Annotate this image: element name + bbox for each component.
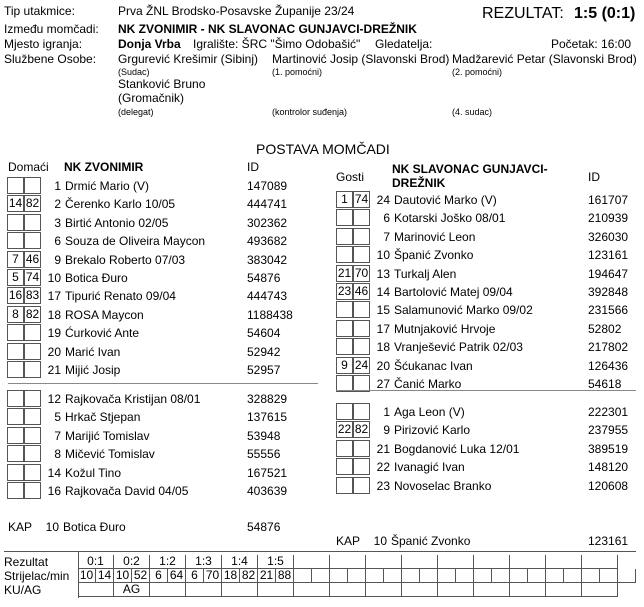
player-number: 18 bbox=[376, 340, 390, 355]
player-name: Čanić Marko bbox=[394, 377, 462, 391]
sub-out-minute-box: 46 bbox=[25, 251, 40, 266]
label-match-type: Tip utakmice: bbox=[4, 4, 75, 18]
delegate-place: (Gromačnik) bbox=[118, 91, 185, 105]
sub-in-minute-box bbox=[7, 177, 24, 194]
player-name: Španić Zvonko bbox=[394, 248, 474, 263]
sub-in-minute-box bbox=[7, 390, 24, 407]
home-captain-id: 54876 bbox=[247, 520, 281, 534]
player-id: 53948 bbox=[247, 428, 281, 443]
empty-ku-ag-cell bbox=[546, 583, 582, 597]
empty-scorer-cell bbox=[438, 569, 456, 583]
player-number: 27 bbox=[376, 377, 390, 391]
home-captain-number: 10 bbox=[45, 520, 59, 534]
sub-out-minute-box: 83 bbox=[25, 288, 40, 303]
score-cell: 0:2 bbox=[114, 555, 150, 569]
sub-in-minute-box bbox=[336, 209, 353, 226]
assistant2-role: (2. pomoćni) bbox=[452, 67, 503, 77]
empty-score-cell bbox=[294, 555, 330, 569]
empty-ku-ag-cell bbox=[474, 583, 510, 597]
player-number: 10 bbox=[376, 248, 390, 263]
player-name: ROSA Maycon bbox=[65, 307, 144, 322]
ku-ag-cell bbox=[150, 583, 186, 597]
sub-out-minute-box bbox=[24, 464, 41, 481]
empty-scorer-cell bbox=[510, 569, 528, 583]
empty-scorer-cell bbox=[492, 569, 510, 583]
player-id: 148120 bbox=[588, 460, 629, 475]
sub-out-minute-box: 82 bbox=[25, 306, 40, 321]
scorer-cell: 18 bbox=[222, 569, 240, 583]
player-name: Birtić Antonio 02/05 bbox=[65, 215, 169, 230]
ku-ag-cell bbox=[258, 583, 294, 597]
sub-out-minute-box bbox=[353, 338, 370, 355]
sub-out-minute-box: 82 bbox=[354, 422, 369, 437]
player-number: 22 bbox=[376, 460, 390, 475]
sub-in-minute-box bbox=[336, 403, 353, 420]
player-name: Mijić Josip bbox=[65, 363, 121, 377]
empty-scorer-cell bbox=[366, 569, 384, 583]
player-id: 444741 bbox=[247, 197, 288, 212]
empty-scorer-cell bbox=[312, 569, 330, 583]
empty-score-cell bbox=[366, 555, 402, 569]
player-number: 5 bbox=[54, 410, 61, 425]
sub-in-minute-box bbox=[336, 301, 353, 318]
control-role: (kontrolor suđenja) bbox=[272, 107, 348, 117]
player-name: Turkalj Alen bbox=[394, 266, 457, 281]
player-id: 123161 bbox=[588, 248, 629, 263]
player-number: 7 bbox=[54, 428, 61, 443]
player-name: Brekalo Roberto 07/03 bbox=[65, 252, 186, 267]
player-id: 328829 bbox=[247, 392, 288, 406]
sub-in-minute-box: 5 bbox=[7, 269, 24, 286]
score-row-result-label: Rezultat bbox=[4, 555, 49, 569]
away-divider bbox=[336, 390, 636, 391]
player-id: 55556 bbox=[247, 447, 281, 462]
minute-cell: 82 bbox=[240, 569, 258, 583]
empty-score-cell bbox=[546, 555, 582, 569]
empty-scorer-cell bbox=[456, 569, 474, 583]
sub-in-minute-box bbox=[336, 477, 353, 494]
sub-in-minute-box: 23 bbox=[337, 284, 352, 298]
player-number: 15 bbox=[376, 303, 390, 318]
player-number: 13 bbox=[376, 266, 390, 281]
minute-cell: 64 bbox=[168, 569, 186, 583]
player-name: Pirizović Karlo bbox=[394, 423, 471, 438]
player-number: 6 bbox=[383, 211, 390, 226]
empty-ku-ag-cell bbox=[330, 583, 366, 597]
empty-score-cell bbox=[582, 555, 618, 569]
player-number: 21 bbox=[376, 441, 390, 456]
player-id: 389519 bbox=[588, 441, 629, 456]
player-number: 10 bbox=[47, 271, 61, 285]
home-captain-name: Botica Đuro bbox=[63, 520, 126, 534]
sub-out-minute-box: 46 bbox=[354, 284, 369, 298]
score-cell: 1:5 bbox=[258, 555, 294, 569]
player-name: Dautović Marko (V) bbox=[394, 193, 497, 207]
score-cell: 1:2 bbox=[150, 555, 186, 569]
minute-cell: 70 bbox=[204, 569, 222, 583]
player-name: Aga Leon (V) bbox=[394, 405, 465, 419]
sub-in-minute-box bbox=[336, 246, 353, 263]
away-captain-id: 123161 bbox=[588, 534, 629, 548]
empty-scorer-cell bbox=[600, 569, 618, 583]
player-id: 237955 bbox=[588, 423, 629, 438]
away-captain-label: KAP bbox=[336, 534, 361, 548]
sub-in-minute-box bbox=[7, 361, 24, 378]
sub-in-minute-box: 16 bbox=[8, 288, 23, 303]
sub-out-minute-box bbox=[353, 440, 370, 457]
ku-ag-cell: AG bbox=[114, 583, 150, 597]
sub-in-minute-box bbox=[336, 320, 353, 337]
empty-scorer-cell bbox=[546, 569, 564, 583]
sub-out-minute-box bbox=[24, 324, 41, 341]
player-name: Rajkovača Kristijan 08/01 bbox=[65, 392, 201, 406]
player-name: Marić Ivan bbox=[65, 344, 121, 359]
home-captain-label: KAP bbox=[8, 520, 33, 534]
sub-in-minute-box bbox=[7, 324, 24, 341]
sub-in-minute-box bbox=[336, 458, 353, 475]
sub-out-minute-box bbox=[353, 209, 370, 226]
player-id: 302362 bbox=[247, 215, 288, 230]
player-id: 120608 bbox=[588, 478, 629, 493]
spectators-label: Gledatelja: bbox=[375, 37, 433, 51]
away-team-name-line1: NK SLAVONAC GUNJAVCI- bbox=[392, 162, 548, 176]
score-cell: 1:3 bbox=[186, 555, 222, 569]
player-number: 3 bbox=[54, 215, 61, 230]
empty-scorer-cell bbox=[330, 569, 348, 583]
sub-in-minute-box bbox=[7, 343, 24, 360]
label-officials: Službene Osobe: bbox=[4, 52, 97, 66]
player-number: 24 bbox=[376, 193, 390, 207]
sub-in-minute-box bbox=[7, 427, 24, 444]
player-id: 161707 bbox=[588, 193, 629, 207]
away-captain-name: Španić Zvonko bbox=[391, 534, 471, 548]
player-name: Kožul Tino bbox=[65, 465, 122, 480]
sub-out-minute-box bbox=[353, 458, 370, 475]
player-id: 217802 bbox=[588, 340, 629, 355]
ku-ag-cell bbox=[186, 583, 222, 597]
sub-out-minute-box bbox=[24, 343, 41, 360]
player-number: 1 bbox=[383, 405, 390, 419]
player-number: 8 bbox=[54, 447, 61, 462]
empty-scorer-cell bbox=[402, 569, 420, 583]
player-id: 231566 bbox=[588, 303, 629, 318]
player-number: 14 bbox=[47, 465, 61, 480]
sub-out-minute-box bbox=[24, 445, 41, 462]
score-cell: 1:4 bbox=[222, 555, 258, 569]
empty-ku-ag-cell bbox=[582, 583, 618, 597]
empty-scorer-cell bbox=[348, 569, 366, 583]
assistant2-name: Madžarević Petar (Slavonski Brod) bbox=[452, 52, 637, 66]
empty-ku-ag-cell bbox=[366, 583, 402, 597]
player-name: Mutnjaković Hrvoje bbox=[394, 321, 496, 336]
player-number: 17 bbox=[47, 289, 61, 304]
sub-in-minute-box: 22 bbox=[337, 422, 352, 437]
ku-ag-cell bbox=[78, 583, 114, 597]
fourth-official-role: (4. sudac) bbox=[452, 107, 493, 117]
player-name: Hrkač Stjepan bbox=[65, 410, 141, 425]
player-number: 21 bbox=[47, 363, 61, 377]
player-number: 20 bbox=[47, 344, 61, 359]
player-number: 2 bbox=[54, 197, 61, 212]
player-id: 392848 bbox=[588, 285, 629, 299]
player-name: Marijić Tomislav bbox=[65, 428, 150, 443]
player-name: Kotarski Joško 08/01 bbox=[394, 211, 506, 226]
sub-in-minute-box: 9 bbox=[336, 357, 353, 374]
player-name: Tipurić Renato 09/04 bbox=[65, 289, 176, 304]
player-number: 6 bbox=[54, 234, 61, 249]
result-label: REZULTAT: bbox=[482, 5, 564, 22]
empty-score-cell bbox=[474, 555, 510, 569]
player-id: 444743 bbox=[247, 289, 288, 304]
sub-in-minute-box bbox=[336, 228, 353, 245]
player-name: Salamunović Marko 09/02 bbox=[394, 303, 533, 318]
player-number: 7 bbox=[383, 229, 390, 244]
player-number: 20 bbox=[376, 358, 390, 373]
sub-in-minute-box bbox=[7, 232, 24, 249]
empty-scorer-cell bbox=[474, 569, 492, 583]
away-side-label: Gosti bbox=[336, 170, 365, 184]
scorer-cell: 10 bbox=[114, 569, 132, 583]
sub-in-minute-box bbox=[336, 440, 353, 457]
competition-name: Prva ŽNL Brodsko-Posavske Županije 23/24 bbox=[118, 4, 355, 18]
sub-in-minute-box: 14 bbox=[8, 196, 23, 211]
sub-in-minute-box: 8 bbox=[7, 306, 24, 323]
minute-cell: 14 bbox=[96, 569, 114, 583]
sub-out-minute-box bbox=[24, 361, 41, 378]
sub-out-minute-box bbox=[24, 408, 41, 425]
player-id: 493682 bbox=[247, 234, 288, 249]
player-name: Bartolović Matej 09/04 bbox=[394, 285, 513, 299]
player-name: Ivanagić Ivan bbox=[394, 460, 465, 475]
player-name: Drmić Mario (V) bbox=[65, 179, 149, 193]
sub-out-minute-box: 74 bbox=[25, 270, 40, 284]
pitch: Igralište: ŠRC "Šimo Odobašić" bbox=[193, 37, 361, 51]
scorer-cell: 10 bbox=[78, 569, 96, 583]
player-id: 52802 bbox=[588, 321, 622, 336]
lineup-title: POSTAVA MOMČADI bbox=[256, 141, 390, 157]
player-name: Novoselac Branko bbox=[394, 478, 492, 493]
player-number: 17 bbox=[376, 321, 390, 336]
label-venue: Mjesto igranja: bbox=[4, 37, 83, 51]
player-number: 9 bbox=[383, 423, 390, 438]
sub-out-minute-box bbox=[24, 177, 41, 194]
home-id-label: ID bbox=[247, 160, 259, 174]
empty-ku-ag-cell bbox=[438, 583, 474, 597]
sub-in-minute-box bbox=[7, 464, 24, 481]
empty-scorer-cell bbox=[582, 569, 600, 583]
empty-scorer-cell bbox=[294, 569, 312, 583]
result-value: 1:5 (0:1) bbox=[574, 5, 636, 22]
empty-score-cell bbox=[330, 555, 366, 569]
player-id: 210939 bbox=[588, 211, 629, 226]
player-number: 12 bbox=[47, 392, 61, 406]
player-id: 326030 bbox=[588, 229, 629, 244]
player-id: 54618 bbox=[588, 377, 622, 391]
sub-out-minute-box bbox=[24, 232, 41, 249]
sub-in-minute-box bbox=[7, 214, 24, 231]
assistant1-name: Martinović Josip (Slavonski Brod) bbox=[272, 52, 450, 66]
sub-in-minute-box bbox=[336, 338, 353, 355]
referee-role: (Sudac) bbox=[118, 67, 150, 77]
label-between-teams: Između momčadi: bbox=[4, 22, 99, 36]
ku-ag-cell bbox=[222, 583, 258, 597]
score-table-top-line bbox=[4, 551, 636, 552]
away-captain-number: 10 bbox=[373, 534, 387, 548]
home-divider bbox=[8, 383, 318, 384]
empty-score-cell bbox=[510, 555, 546, 569]
score-row-scorer-label: Strijelac/min bbox=[4, 569, 70, 583]
player-number: 9 bbox=[54, 252, 61, 267]
sub-out-minute-box bbox=[24, 482, 41, 499]
sub-out-minute-box bbox=[24, 214, 41, 231]
match-teams: NK ZVONIMIR - NK SLAVONAC GUNJAVCI-DREŽNIK bbox=[118, 22, 417, 36]
sub-out-minute-box bbox=[353, 228, 370, 245]
player-number: 1 bbox=[54, 179, 61, 193]
minute-cell: 88 bbox=[276, 569, 294, 583]
sub-out-minute-box bbox=[353, 403, 370, 420]
empty-score-cell bbox=[438, 555, 474, 569]
player-name: Čerenko Karlo 10/05 bbox=[65, 197, 176, 212]
scorer-cell: 6 bbox=[186, 569, 204, 583]
delegate-role: (delegat) bbox=[118, 107, 154, 117]
player-number: 23 bbox=[376, 478, 390, 493]
player-id: 383042 bbox=[247, 252, 288, 267]
empty-ku-ag-cell bbox=[294, 583, 330, 597]
player-number: 16 bbox=[47, 484, 61, 498]
player-id: 1188438 bbox=[247, 307, 293, 322]
home-team-name: NK ZVONIMIR bbox=[64, 160, 144, 174]
player-name: Marinović Leon bbox=[394, 229, 476, 244]
player-id: 52957 bbox=[247, 363, 281, 377]
scorer-cell: 21 bbox=[258, 569, 276, 583]
empty-scorer-cell bbox=[420, 569, 438, 583]
score-cell: 0:1 bbox=[78, 555, 114, 569]
away-team-name-line2: DREŽNIK bbox=[392, 176, 446, 190]
referee-name: Grgurević Krešimir (Sibinj) bbox=[118, 52, 259, 66]
assistant1-role: (1. pomoćni) bbox=[272, 67, 323, 77]
delegate-name: Stanković Bruno bbox=[118, 77, 206, 91]
player-name: Bogdanović Luka 12/01 bbox=[394, 441, 520, 456]
score-row-ku-label: KU/AG bbox=[4, 583, 42, 597]
empty-scorer-cell bbox=[564, 569, 582, 583]
player-name: Rajkovača David 04/05 bbox=[65, 484, 189, 498]
sub-in-minute-box: 21 bbox=[337, 265, 352, 280]
scorer-cell: 6 bbox=[150, 569, 168, 583]
minute-cell: 52 bbox=[132, 569, 150, 583]
player-number: 18 bbox=[47, 307, 61, 322]
empty-ku-ag-cell bbox=[402, 583, 438, 597]
player-id: 194647 bbox=[588, 266, 629, 281]
player-name: Mičević Tomislav bbox=[65, 447, 155, 462]
sub-out-minute-box bbox=[353, 320, 370, 337]
player-id: 167521 bbox=[247, 465, 288, 480]
empty-ku-ag-cell bbox=[510, 583, 546, 597]
sub-in-minute-box bbox=[7, 482, 24, 499]
sub-out-minute-box: 70 bbox=[354, 265, 369, 280]
player-id: 54876 bbox=[247, 271, 281, 285]
sub-in-minute-box: 1 bbox=[336, 191, 353, 208]
away-id-label: ID bbox=[588, 170, 600, 184]
sub-out-minute-box: 24 bbox=[354, 357, 369, 372]
player-id: 52942 bbox=[247, 344, 281, 359]
player-id: 147089 bbox=[247, 179, 288, 193]
player-id: 403639 bbox=[247, 484, 288, 498]
player-name: Vranješević Patrik 02/03 bbox=[394, 340, 523, 355]
sub-out-minute-box bbox=[24, 427, 41, 444]
player-number: 19 bbox=[47, 326, 61, 341]
sub-out-minute-box bbox=[24, 390, 41, 407]
player-name: Ćurković Ante bbox=[65, 326, 140, 341]
player-name: Botica Đuro bbox=[65, 271, 128, 285]
sub-out-minute-box: 74 bbox=[354, 192, 369, 206]
home-side-label: Domaći bbox=[8, 160, 49, 174]
sub-out-minute-box: 82 bbox=[25, 196, 40, 211]
player-number: 14 bbox=[376, 285, 390, 299]
player-name: Šćukanac Ivan bbox=[394, 358, 473, 373]
sub-in-minute-box bbox=[7, 445, 24, 462]
empty-scorer-cell bbox=[618, 569, 636, 583]
empty-scorer-cell bbox=[384, 569, 402, 583]
player-id: 222301 bbox=[588, 405, 629, 419]
sub-in-minute-box: 7 bbox=[7, 251, 24, 268]
sub-out-minute-box bbox=[353, 477, 370, 494]
sub-out-minute-box bbox=[353, 301, 370, 318]
sub-out-minute-box bbox=[353, 246, 370, 263]
player-id: 54604 bbox=[247, 326, 281, 341]
start-time: Početak: 16:00 bbox=[551, 37, 632, 51]
venue: Donja Vrba bbox=[118, 37, 181, 51]
sub-in-minute-box bbox=[7, 408, 24, 425]
player-name: Souza de Oliveira Maycon bbox=[65, 234, 206, 249]
player-id: 126436 bbox=[588, 358, 629, 373]
empty-scorer-cell bbox=[528, 569, 546, 583]
player-id: 137615 bbox=[247, 410, 288, 425]
empty-score-cell bbox=[402, 555, 438, 569]
